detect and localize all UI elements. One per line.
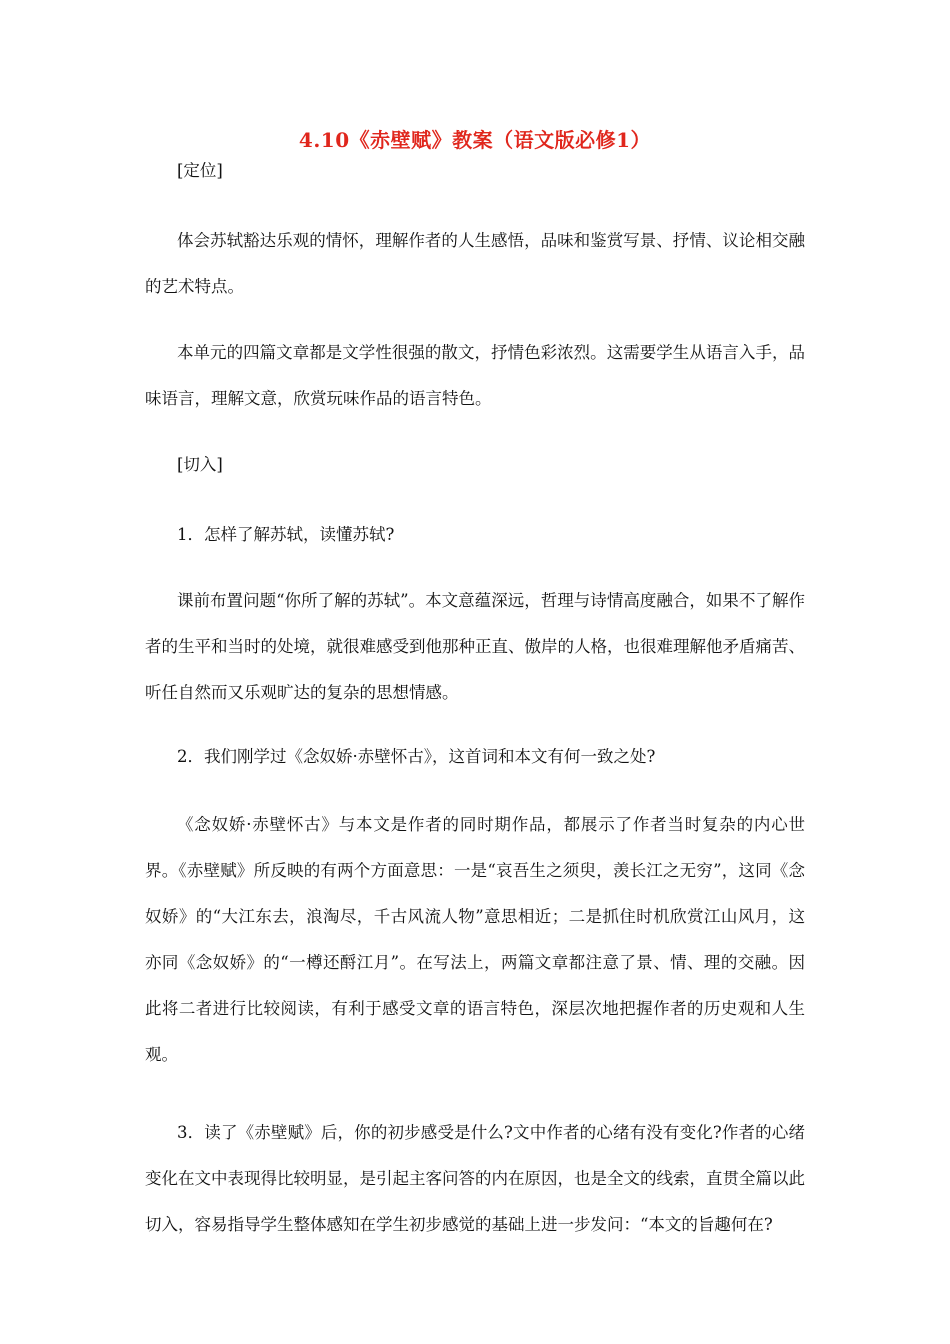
answer-2: 《念奴娇·赤壁怀古》与本文是作者的同时期作品，都展示了作者当时复杂的内心世界。《赤壁赋》所反映的有两个方面意思：一是“哀吾生之须臾，羡长江之无穷”，这同《念奴娇》的“大江东去，浪淘尽，千古风流人物”意思相近；二是抓住时机欣赏江山风月，这亦同《念奴娇》的“一樽还酹江月”。在写法上，两篇文章都注意了景、情、理的交融。因此将二者进行比较阅读，有利于感受文章的语言特色，深层次地把握作者的历史观和人生观。 [145, 815, 805, 1064]
section-heading-qieru: [切入] [177, 455, 223, 474]
document-title: 4.10《赤壁赋》教案（语文版必修1） [298, 128, 652, 152]
paragraph-unit-intro: 本单元的四篇文章都是文学性很强的散文，抒情色彩浓烈。这需要学生从语言入手，品味语言，理解文意，欣赏玩味作品的语言特色。 [145, 343, 805, 408]
section-heading-dingwei: [定位] [177, 161, 223, 180]
paragraph-goal: 体会苏轼豁达乐观的情怀，理解作者的人生感悟，品味和鉴赏写景、抒情、议论相交融的艺术特点。 [145, 231, 805, 296]
question-3: 3．读了《赤壁赋》后，你的初步感受是什么?文中作者的心绪有没有变化?作者的心绪变化在文中表现得比较明显，是引起主客问答的内在原因，也是全文的线索，直贯全篇以此切入，容易指导学生整体感知在学生初步感觉的基础上进一步发问：“本文的旨趣何在? [145, 1123, 805, 1234]
answer-1: 课前布置问题“你所了解的苏轼”。本文意蕴深远，哲理与诗情高度融合，如果不了解作者的生平和当时的处境，就很难感受到他那种正直、傲岸的人格，也很难理解他矛盾痛苦、听任自然而又乐观旷达的复杂的思想情感。 [145, 591, 805, 702]
question-1: 1．怎样了解苏轼，读懂苏轼? [177, 525, 395, 544]
question-2: 2．我们刚学过《念奴娇·赤壁怀古》，这首词和本文有何一致之处? [177, 747, 656, 766]
